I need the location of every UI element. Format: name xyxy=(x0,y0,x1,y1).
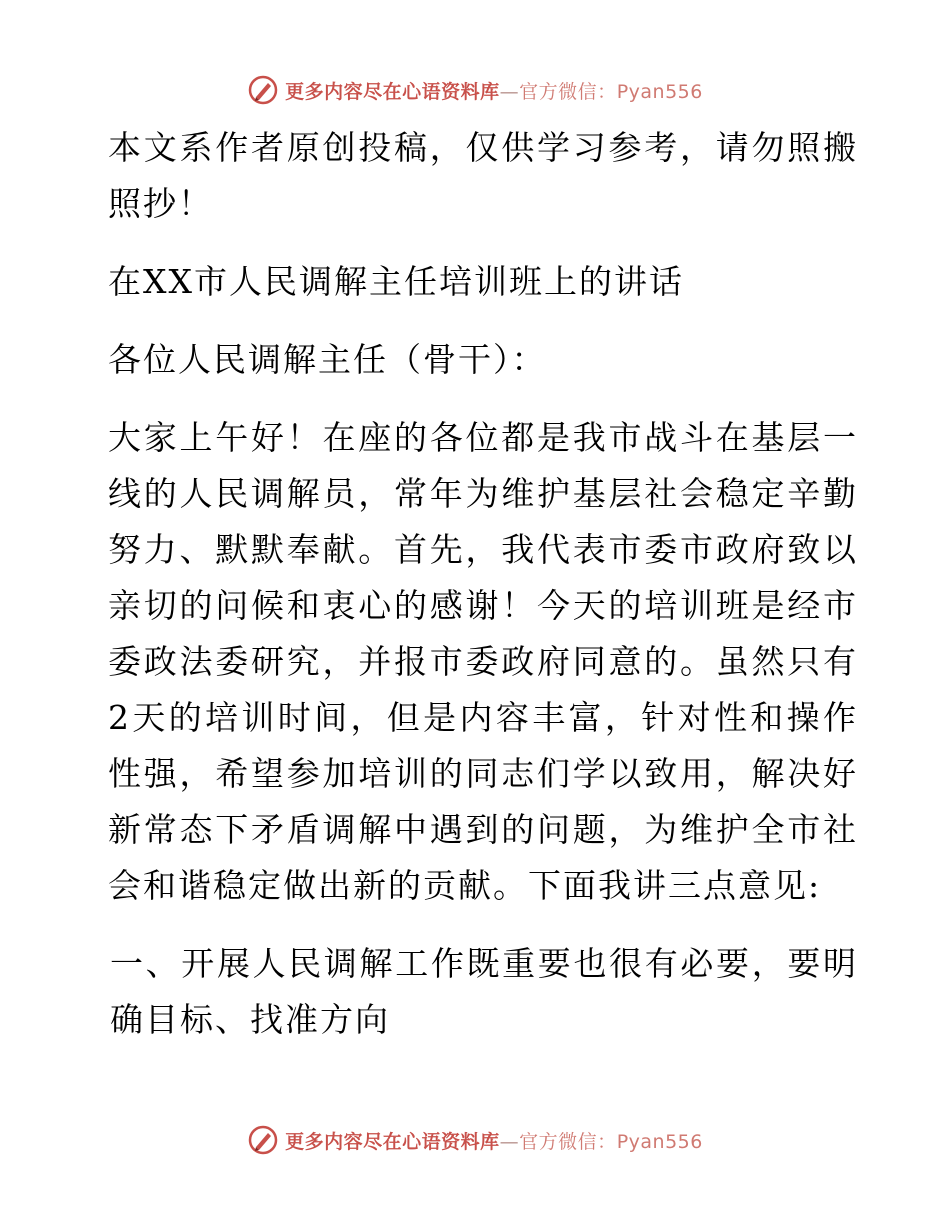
banner-separator: — xyxy=(499,80,520,103)
banner-separator: — xyxy=(499,1130,520,1153)
banner-wechat-id: Pyan556 xyxy=(616,1130,703,1153)
pen-circle-logo-icon xyxy=(247,74,279,106)
banner-brand-text: 更多内容尽在心语资料库 xyxy=(285,1130,500,1153)
body-paragraph: 大家上午好！在座的各位都是我市战斗在基层一线的人民调解员，常年为维护基层社会稳定辛勤努力、默默奉献。首先，我代表市委市政府致以亲切的问候和衷心的感谢！今天的培训班是经市委政法委研究，并报市委政府同意的。虽然只有2天的培训时间，但是内容丰富，针对性和操作性强，希望参加培训的同志们学以致用，解决好新常态下矛盾调解中遇到的问题，为维护全市社会和谐稳定做出新的贡献。下面我讲三点意见: xyxy=(108,418,858,905)
banner-wechat-id: Pyan556 xyxy=(616,80,703,103)
document-title: 在XX市人民调解主任培训班上的讲话 xyxy=(108,262,684,301)
header-banner xyxy=(0,70,950,110)
salutation: 各位人民调解主任（骨干）： xyxy=(108,340,547,379)
footer-banner xyxy=(0,1120,950,1160)
banner-brand-text: 更多内容尽在心语资料库 xyxy=(285,80,500,103)
pen-circle-logo-icon xyxy=(247,1124,279,1156)
banner-text xyxy=(285,1127,703,1154)
document-body xyxy=(98,120,858,1070)
section-heading: 一、开展人民调解工作既重要也很有必要，要明确目标、找准方向 xyxy=(110,944,858,1039)
copyright-notice: 本文系作者原创投稿，仅供学习参考，请勿照搬照抄！ xyxy=(108,128,858,223)
banner-text xyxy=(285,77,703,104)
banner-wechat-label: 官方微信： xyxy=(519,1130,617,1153)
banner-wechat-label: 官方微信： xyxy=(519,80,617,103)
